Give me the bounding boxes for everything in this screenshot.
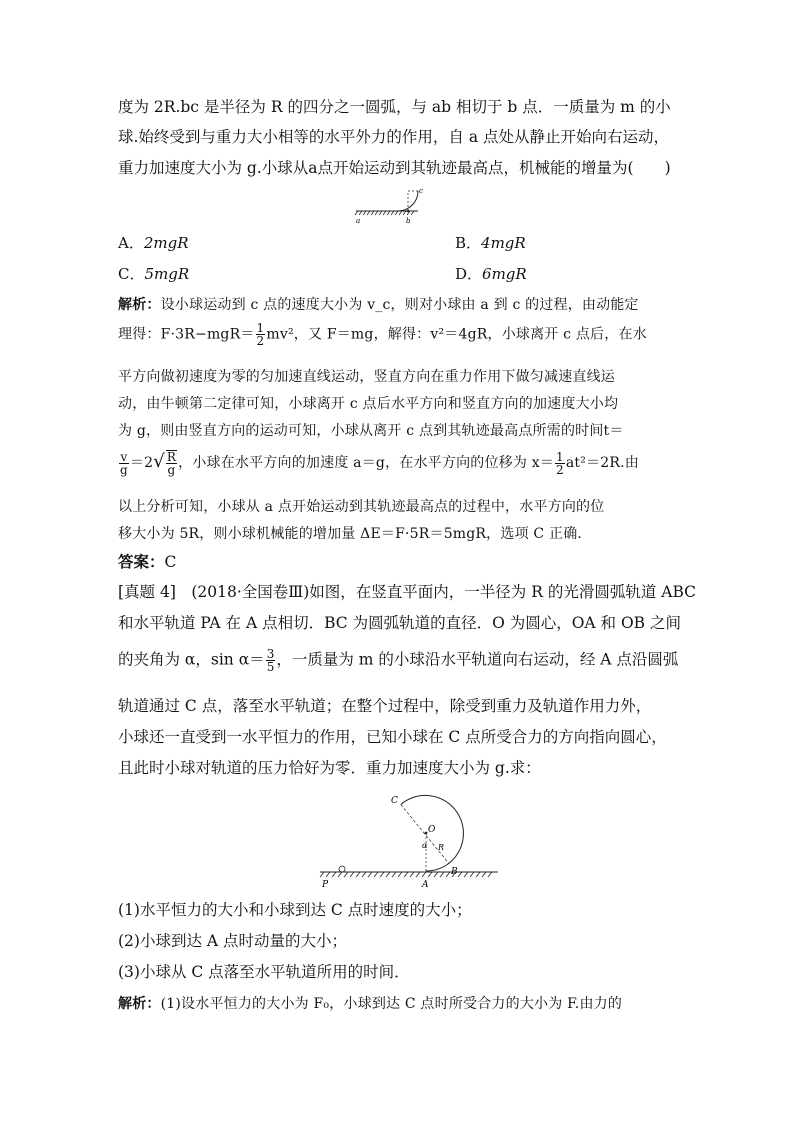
problem4-line1: [真题 4] (2018·全国卷Ⅲ)如图，在竖直平面内，一半径为 R 的光滑圆弧轨道 ABC	[118, 583, 696, 601]
problem3-figure	[352, 186, 424, 226]
label-C: C	[391, 796, 398, 806]
solution3-label: 解析：	[118, 297, 161, 313]
label-a: a	[356, 217, 361, 225]
solution3-line8: 移大小为 5R，则小球机械能的增加量 ΔE＝F·5R＝5mgR，选项 C 正确．	[118, 526, 592, 542]
choice-c-text: 5mgR	[144, 265, 190, 283]
choice-c-letter: C．	[118, 265, 145, 283]
choice-a	[118, 232, 189, 254]
label-R: R	[438, 843, 445, 852]
problem3-line2: 球.始终受到与重力大小相等的水平外力的作用，自 a 点处从静止开始向右运动，	[118, 128, 670, 146]
frac-den: 2	[256, 334, 265, 348]
choice-b	[455, 232, 526, 254]
solution3-line1	[118, 294, 678, 316]
label-c: c	[419, 187, 423, 195]
choice-d	[455, 263, 527, 285]
problem4-q3: (3)小球从 C 点落至水平轨道所用的时间．	[118, 963, 410, 981]
frac-num: 1	[256, 321, 265, 335]
frac-den: 5	[266, 660, 275, 674]
choice-d-text: 6mgR	[482, 265, 527, 283]
fraction-half-2	[555, 451, 565, 476]
fraction-half	[256, 322, 266, 347]
label-B: B	[451, 867, 458, 877]
fraction-v-g	[119, 451, 129, 476]
frac-den: 2	[556, 462, 564, 477]
problem4-line2: 和水平轨道 PA 在 A 点相切．BC 为圆弧轨道的直径．O 为圆心，OA 和 OB 之间	[118, 614, 681, 632]
answer-label: 答案：	[118, 552, 165, 571]
problem4-l3b: ，一质量为 m 的小球沿水平轨道向右运动，经 A 点沿圆弧	[276, 650, 679, 669]
label-b: b	[406, 217, 411, 225]
frac-den: g	[120, 462, 128, 477]
solution3-line3: 平方向做初速度为零的匀加速直线运动，竖直方向在重力作用下做匀减速直线运	[118, 369, 615, 385]
choice-d-letter: D．	[455, 265, 483, 283]
solution3-l6c: at²＝2R.由	[565, 455, 639, 471]
solution3-l1: 设小球运动到 c 点的速度大小为 v_c，则对小球由 a 到 c 的过程，由动能定	[160, 297, 639, 313]
problem4-figure	[318, 790, 500, 892]
choice-a-letter: A．	[118, 234, 144, 252]
problem4-line4: 轨道通过 C 点，落至水平轨道；在整个过程中，除受到重力及轨道作用力外，	[118, 697, 652, 715]
frac-den: g	[167, 463, 176, 477]
problem4-l3a: 的夹角为 α，sin α＝	[118, 650, 265, 669]
choice-c	[118, 263, 189, 285]
solution4-l1: (1)设水平恒力的大小为 F₀，小球到达 C 点时所受合力的大小为 F.由力的	[160, 996, 623, 1012]
solution3-l6b: ，小球在水平方向的加速度 a＝g，在水平方向的位移为 x＝	[178, 455, 555, 471]
problem3-line1: 度为 2R.bc 是半径为 R 的四分之一圆弧，与 ab 相切于 b 点．一质量为 m 的小	[118, 98, 671, 116]
frac-num: R	[166, 450, 177, 464]
solution3-l6a: ＝2	[129, 455, 154, 471]
problem4-line5: 小球还一直受到一水平恒力的作用，已知小球在 C 点所受合力的方向指向圆心，	[118, 728, 667, 746]
frac-num: 1	[556, 449, 564, 464]
fraction-3-5	[266, 648, 276, 673]
choice-a-text: 2mgR	[143, 234, 189, 252]
solution3-l2a: 理得：F·3R−mgR＝	[118, 326, 255, 343]
frac-num: v	[120, 449, 128, 464]
solution3-line7: 以上分析可知，小球从 a 点开始运动到其轨迹最高点的过程中，水平方向的位	[118, 499, 605, 515]
choice-b-letter: B．	[455, 234, 482, 252]
problem3-line3: 重力加速度大小为 g.小球从a点开始运动到其轨迹最高点，机械能的增量为( )	[118, 159, 671, 177]
solution3-line5: 为 g，则由竖直方向的运动可知，小球从离开 c 点到其轨迹最高点所需的时间t＝	[118, 423, 624, 439]
solution3-line2	[118, 322, 678, 347]
label-A: A	[422, 880, 429, 890]
label-O: O	[428, 825, 436, 835]
problem4-line6: 且此时小球对轨道的压力恰好为零．重力加速度大小为 g.求：	[118, 759, 541, 777]
choice-b-text: 4mgR	[481, 234, 526, 252]
fraction-r-g	[166, 450, 177, 476]
solution3-l2b: mv²，又 F＝mg，解得：v²＝4gR，小球离开 c 点后，在水	[266, 326, 647, 343]
answer-value: C	[164, 553, 177, 571]
answer3	[118, 551, 678, 573]
solution4-label: 解析：	[118, 996, 161, 1012]
sqrt-sign: √	[153, 451, 165, 472]
solution3-line6	[118, 450, 678, 476]
problem4-q2: (2)小球到达 A 点时动量的大小；	[118, 932, 348, 950]
label-P: P	[322, 880, 329, 890]
problem4-line3	[118, 648, 678, 673]
frac-num: 3	[266, 647, 275, 661]
solution4-line1	[118, 993, 678, 1015]
solution3-line4: 动，由牛顿第二定律可知，小球离开 c 点后水平方向和竖直方向的加速度大小均	[118, 396, 619, 412]
label-alpha: α	[422, 841, 428, 850]
problem4-q1: (1)水平恒力的大小和小球到达 C 点时速度的大小；	[118, 901, 472, 919]
